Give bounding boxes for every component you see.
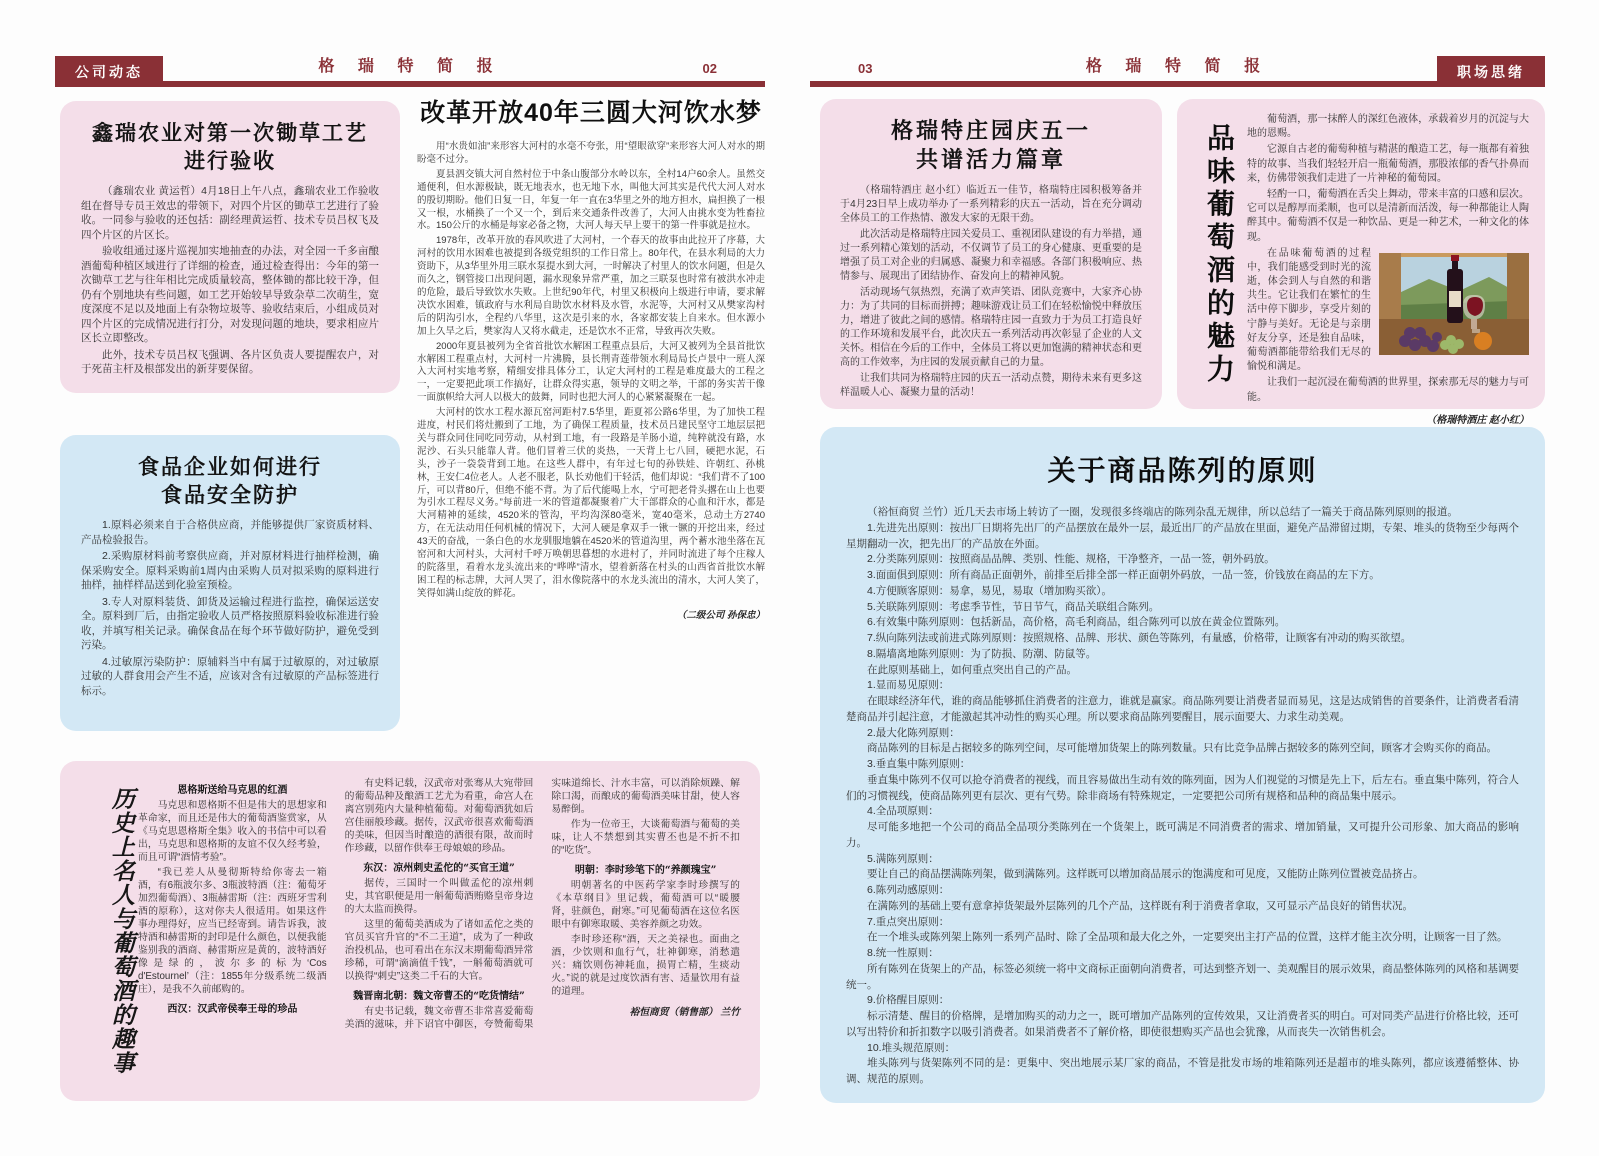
section-heading: 西汉：汉武帝侯奉王母的珍品: [167, 1004, 298, 1016]
article-title: 食品企业如何进行 食品安全防护: [138, 454, 322, 507]
article-headline: 改革开放40年三圆大河饮水梦: [420, 99, 762, 127]
paragraph: 它源自古老的葡萄种植与精湛的酿造工艺，每一瓶都有着独特的故事、当我们轻轻开启一瓶葡萄酒，那股浓郁的香气扑鼻而来，仿佛带领我们走进了一片神秘的葡萄园。: [1247, 144, 1529, 184]
paragraph: 据传，三国时一个叫做孟佗的凉州刺史，其官职便是用一斛葡萄酒贿赂皇帝身边的大太监而换得。: [344, 878, 534, 916]
page-header: [810, 55, 1545, 87]
focus-heading: 8.统一性原则：: [867, 947, 939, 959]
paragraph: 在品味葡萄酒的过程中，我们能感受到时光的流逝，体会到人与自然的和谐共生。它让我们在繁忙的生活中停下脚步，享受片刻的宁静与美好。无论是与亲朋好友分享，还是独自品味，葡萄酒都能带给我们无尽的愉悦和满足。: [1247, 247, 1371, 373]
paragraph: （裕恒商贸 兰竹）近几天去市场上转访了一圈，发现很多终端店的陈列杂乱无规律，所以总结了一篇关于商品陈列原则的报道。: [867, 506, 1458, 518]
paragraph: 2.采购原材料前考察供应商，并对原材料进行抽样检测，确保采购安全。原料采购前1周内由采购人员对拟采购的原料进行抽样，抽样样品送到化验室预检。: [81, 550, 379, 592]
focus-body: 要让自己的商品摆满陈列架，做到满陈列。这样既可以增加商品展示的饱满度和可见度，又能防止陈列位置被竞品挤占。: [867, 868, 1424, 881]
newsletter-page-02: [55, 55, 765, 1120]
focus-heading: 3.垂直集中陈列原则：: [867, 758, 971, 770]
article-headline: 关于商品陈列的原则: [1047, 455, 1318, 486]
focus-heading: 9.价格醒目原则：: [867, 994, 950, 1007]
paragraph: （格瑞特酒庄 赵小红）临近五一佳节，格瑞特庄园积极筹备并于4月23日早上成功举办了一系列精彩的庆五一活动，旨在充分调动全体员工的工作热情、激发大家的无限干劲。: [840, 185, 1142, 225]
header-rule: [810, 81, 1545, 87]
paragraph: 有史料记载，汉武帝对张骞从大宛带回的葡萄品种及酿酒工艺尤为看重，命宫人在离宫别苑内大量种植葡萄。对葡萄酒犹如后宫佳丽般珍藏。据传，汉武帝很喜欢葡萄酒的美味，但因当时酿造的酒很有限，故而时作珍藏，以留作供奉王母娘娘的珍品。: [344, 778, 534, 855]
article-display-principles: [820, 427, 1545, 1103]
paragraph: 用“水贵如油”来形容大河村的水毫不夸张，用“望眼欲穿”来形容大河人对水的期盼毫不过分。: [417, 141, 765, 165]
vertical-title: 品味葡萄酒的魅力: [1204, 123, 1235, 387]
masthead: 格 瑞 特 简 报: [318, 56, 502, 75]
article-wine-history: [60, 761, 760, 1101]
paragraph: 1.原料必须来自于合格供应商，并能够提供厂家资质材料、产品检验报告。: [81, 519, 379, 546]
focus-heading: 5.满陈列原则：: [867, 852, 939, 865]
article-body: [1239, 113, 1529, 426]
article-wine-tasting: [1177, 99, 1545, 426]
focus-body: 在满陈列的基础上要有意拿掉货架最外层陈列的几个产品，这样既有利于消费者拿取，又可显示产品良好的销售状况。: [867, 899, 1413, 912]
paragraph: 大河村的饮水工程水源瓦窑河距村7.5华里，距夏祁公路6华里，为了加快工程进度，村民们将灶搬到了工地，为了确保工程质量，技术员吕建民坚守工地层层把关与群众同住同吃同劳动，从村到工地，有一段路是羊肠小道，纯粹就没有路，水泥沙、石头只能靠人背。他们冒着三伏的炎热，一天背上七八回，硬把水泥，石头，沙子一袋袋背到工地。在这些人群中，有年过七旬的孙铁娃、许朝红、孙桃林，王安仁4位老人。人老不服老，队长劝他们干轻活，他们却说：“我们背不了100斤，可以背80斤，但绝不能不背。为了后代能喝上水，宁可把老骨头撂在山上也要为引水工程尽义务。”每前进一米的管道都凝聚着广大干部群众的心血和汗水，都是大河精神的延续，4520米的管沟，平均沟深80毫米，宽40毫米，总动土方2740方，在无法动用任何机械的情况下，大河人硬是拿双手一锹一镢的开挖出来，经过43天的奋战，一条白色的水龙驯服地躺在4520米的管道沟里，两个蓄水池坐落在瓦窑河和大河村头，大河村千呼万唤朝思暮想的水进村了，并同时流进了每个庄稼人的院落里，看着水龙头流出来的“哗哗”清水，望着新落在村头的山西省首批饮水解困工程的标志牌，大河人哭了，泪水像院落中的水龙头流出的清水，大河人笑了，笑得如满山绽放的鲜花。: [417, 407, 765, 599]
rule-item: 7.纵向陈列法或前进式陈列原则：按照规格、品牌、形状、颜色等陈列，有量感，价格带，让顾客有冲动的购买欲望。: [867, 632, 1412, 644]
focus-heading: 2.最大化陈列原则：: [867, 726, 960, 739]
paragraph: 这里的葡萄美酒成为了诸如孟佗之类的官员买官升官的“不二王道”，成为了一种政治投机品，也可看出在东汉末期葡萄酒异常珍稀，可谓“滴滴值千钱”，一斛葡萄酒就可以换得“刺史”这类二千石的大官。: [344, 919, 534, 983]
paragraph: 让我们一起沉浸在葡萄酒的世界里，探索那无尽的魅力与可能。: [1247, 377, 1529, 403]
focus-body: 标示清楚、醒目的价格牌，是增加购买的动力之一，既可增加产品陈列的宣传效果，又让消费者买的明白。可对同类产品进行价格比较，还可以写出特价和折扣数字以吸引消费者。如果消费者不了解价格，即使很想购买产品也会犹豫，从而丧失一次销售机会。: [846, 1010, 1519, 1038]
paragraph: 李时珍还称“酒，天之美禄也。面曲之酒，少饮则和血行气，壮神御寒，消愁遣兴：痛饮则伤神耗血，损胃亡精，生痰动火。”说的就是过度饮酒有害、适量饮用有益的道理。: [551, 934, 740, 998]
rule-item: 1.先进先出原则：按出厂日期将先出厂的产品摆放在最外一层，最近出厂的产品放在里面，避免产品滞留过期，专架、堆头的货物至少每两个星期翻动一次，把先出厂的产品放在外面。: [846, 521, 1519, 550]
paragraph: 有史书记载，魏文帝曹丕非常喜爱葡萄美酒的滋味，并下诏官中御医，夸赞葡萄果实味道绵长、汁水丰富，可以消除烦躁、解除口渴，而酿成的葡萄酒美味甘甜，使人容易醉倒。: [344, 778, 740, 1031]
paragraph: 此外，技术专员吕权飞强调、各片区负责人要提醒农户，对于死苗主杆及根部发出的新芽要保留。: [81, 348, 379, 376]
rule-item: 6.有效集中陈列原则：包括新品，高价格，高毛利商品，组合陈列可以放在黄金位置陈列。: [867, 616, 1286, 629]
focus-body: 堆头陈列与货架陈列不同的是：更集中、突出地展示某厂家的商品，不管是批发市场的堆箱陈列还是超市的堆头陈列，都应该遵循整体、协调、规范的原则。: [846, 1057, 1519, 1085]
focus-body: 在眼球经济年代，谁的商品能够抓住消费者的注意力，谁就是赢家。商品陈列要让消费者显而易见，这是达成销售的首要条件，让消费者看清楚商品并引起注意，才能激起其冲动性的购买心理。所以要求商品陈列要醒目，展示面要大、力求生动美观。: [846, 695, 1519, 723]
article-title: 格瑞特庄园庆五一 共谱活力篇章: [890, 118, 1091, 173]
page-number: 03: [858, 61, 873, 76]
article-title: 鑫瑞农业对第一次锄草工艺 进行验收: [92, 120, 368, 173]
focus-body: 尽可能多地把一个公司的商品全品项分类陈列在一个货架上，既可满足不同消费者的需求、增加销量，又可提升公司形象、加大商品的影响力。: [846, 821, 1519, 849]
paragraph: 验收组通过逐片巡视加实地抽查的办法，对全园一千多亩酿酒葡萄种植区域进行了详细的检查，通过检查得出：今年的第一次锄草工艺与往年相比完成质量较高，整体锄的都比较干净，但仍有个别地块有些问题，如工艺开始较早导致杂草二次萌生，宽度深度不足以及地面上有杂物垃圾等、验收结束后，小组成员对四个片区的完成情况进行打分，对发现问题的地块，要求相应片区长立即整改。: [81, 245, 379, 345]
paragraph: 4.过敏原污染防护：原辅料当中有属于过敏原的，对过敏原过敏的人群食用会产生不适，应该对含有过敏原的产品标签进行标示。: [81, 655, 379, 697]
focus-body: 所有陈列在货架上的产品，标签必须统一将中文商标正面朝向消费者，可达到整齐划一、美观醒目的展示效果，商品整体陈列的风格和基调要统一。: [846, 962, 1519, 991]
focus-body: 垂直集中陈列不仅可以抢夺消费者的视线，而且容易做出生动有效的陈列面，因为人们视觉的习惯是先上下，后左右。垂直集中陈列，符合人们的习惯视线，使商品陈列更有层次、更有气势。除非商场有特殊规定，一定要把公司所有规格和品种的商品集中展示。: [846, 773, 1519, 802]
paragraph: 3.专人对原料装货、卸货及运输过程进行监控，确保运送安全。原料到厂后，由指定验收人员严格按照原料验收标准进行验收，并填写相关记录。确保食品在每个环节做好防护，避免受到污染。: [81, 595, 379, 652]
masthead: 格 瑞 特 简 报: [1085, 56, 1270, 75]
section-tab: 公司动态: [55, 56, 163, 87]
section-heading: 恩格斯送给马克思的红酒: [177, 785, 288, 796]
paragraph: 此次活动是格瑞特庄园关爱员工、重视团队建设的有力举措，通过一系列精心策划的活动，不仅调节了员工的身心健康、更重要的是增强了员工对企业的归属感、凝聚力和幸福感。各部门积极响应、热情参与、展现出了团结协作、奋发向上的精神风貌。: [840, 229, 1142, 283]
section-heading: 魏晋南北朝：魏文帝曹丕的“吃货情结”: [353, 991, 525, 1003]
focus-heading: 4.全品项原则：: [867, 805, 939, 818]
paragraph: 夏县泗交镇大河自然村位于中条山腹部分水岭以东，全村14户60余人。虽然交通便利，但水源极缺，既无地表水，也无地下水，叫他大河其实是代代大河人对水的殷切期盼。他们日复一日，年复一年一直在3华里之外的地方担水，扁担换了一根又一根，水桶换了一个又一个，到后来交通条件改善了，大河人由挑水变为牲畜拉水。150公斤的水桶是每家必备之物，大河人每天早上要干的第一件事就是拉水。: [417, 168, 765, 232]
paragraph: 轻酌一口，葡萄酒在舌尖上舞动，带来丰富的口感和层次。它可以是醇厚而柔顺，也可以是清新而活泼，每一种都能让人陶醉其中。葡萄酒不仅是一种饮品、更是一种艺术，一种文化的体现。: [1247, 188, 1529, 243]
header-rule: [55, 81, 765, 87]
focus-body: 在一个堆头或陈列架上陈列一系列产品时、除了全品项和最大化之外，一定要突出主打产品的位置，这样才能主次分明，让顾客一目了然。: [867, 931, 1508, 944]
focus-heading: 6.陈列动感原则：: [867, 884, 950, 896]
paragraph: “我已差人从曼彻斯特给你寄去一箱酒，有6瓶波尔多、3瓶波特酒（注：葡萄牙加烈葡萄酒）、3瓶赫雷斯（注：西班牙雪利酒的原称），这对你夫人很适用。如果这件事办理得好，应当已经寄到。请告诉我，波特酒和赫雷斯的封印是什么颜色，以便我能鉴别我的酒商、赫雷斯应是黄的，波特酒好像是绿的，波尔多的标为‘Cos d'Estournel’（注：1855年分级系统二级酒庄），是我不久前邮购的。: [138, 867, 327, 996]
article-river-water-dream: [417, 93, 765, 765]
wine-photo: [1379, 253, 1529, 355]
byline: 裕恒商贸（销售部） 兰竹: [629, 1007, 740, 1019]
newsletter-page-03: [810, 55, 1545, 1120]
paragraph: 明朝著名的中医药学家李时珍撰写的《本草纲目》里记载，葡萄酒可以“暖腰肾，驻颜色，耐寒。”可见葡萄酒在这位名医眼中有御寒取暖、美容养颜之功效。: [551, 880, 740, 931]
page-number: 02: [702, 61, 717, 76]
article-weeding-acceptance: [60, 101, 400, 393]
focus-body: 商品陈列的目标是占据较多的陈列空间，尽可能增加货架上的陈列数量。只有比竞争品牌占据较多的陈列空间，顾客才会购买你的商品。: [867, 742, 1497, 755]
focus-heading: 10.堆头规范原则：: [867, 1041, 956, 1054]
rule-item: 2.分类陈列原则：按照商品品牌、类别、性能、规格，干净整齐，一品一签，朝外码放。: [867, 553, 1275, 566]
paragraph: 在此原则基础上，如何重点突出自己的产品。: [867, 663, 1077, 676]
paragraph: 1978年，改革开放的春风吹进了大河村，一个春天的故事由此拉开了序幕，大河村的饮用水困难也被提到各级党组织的工作日常上。80年代，在县水利局的大力资助下，从3华里外用三联水泵提水到大河，一时解决了村里人的饮水问题，但是久而久之，钢管接口出现问题，漏水现象异常严重，加之三联泵也时常有被洪水冲走的危险，最后导致饮水失败。上世纪90年代，村里又积极向上级进行申请，要求解决饮水困难，镇政府与水利局自助饮水材料及水管，水泥等，大河村又从樊家沟村后的阴沟引水，全程约八华里，这次是引来的水，各家都安装上自来水。但水源小加上久旱之后，樊家沟人又将水截走，还是饮水不正常，导致再次失败。: [417, 235, 765, 337]
paragraph: 让我们共同为格瑞特庄园的庆五一活动点赞，期待未来有更多这样温暖人心、凝聚力量的活动！: [840, 373, 1142, 399]
section-tab: 职场思绪: [1437, 56, 1545, 87]
column-flow: [138, 777, 740, 1085]
section-heading: 东汉：凉州刺史孟佗的“买官王道”: [363, 863, 515, 875]
byline: （格瑞特酒庄 赵小红）: [1426, 414, 1529, 426]
page-header: [55, 55, 765, 87]
paragraph: 活动现场气氛热烈，充满了欢声笑语、团队竞赛中，大家齐心协力：为了共同的目标而拼搏；趣味游戏让员工们在轻松愉悦中释放压力，增进了彼此之间的感情。格瑞特庄园一直致力于为员工打造良好的工作环境和发展平台，此次庆五一系列活动再次彰显了企业的人文关怀。相信在今后的工作中，全体员工将以更加饱满的精神状态和更高的工作效率，为庄园的发展贡献自己的力量。: [840, 287, 1142, 369]
paragraph: 2000年夏县被列为全省首批饮水解困工程重点县后，大河又被列为全县首批饮水解困工程重点村，大河村一片沸腾，县长荆青莲带领水利局局长卢景中一班人深入大河村实地考察，精细安排具体分工，认定大河村的工程是难度最大的工程之一，一定要把此项工作搞好，让群众得实惠，领导的文明之举，干部的务实苦干像一面旗帜给大河人以极大的鼓舞，同时也把大河人的心紧紧凝聚在一起。: [417, 340, 765, 404]
paragraph: 葡萄酒，那一抹醉人的深红色液体，承载着岁月的沉淀与大地的恩赐。: [1247, 114, 1529, 140]
section-heading: 明朝：李时珍笔下的“养颜瑰宝”: [574, 865, 717, 877]
focus-heading: 7.重点突出原则：: [867, 915, 950, 928]
article-mayday-celebration: [820, 99, 1162, 409]
byline: （二级公司 孙保忠）: [676, 609, 765, 621]
vertical-title: 历史上名人与葡萄酒的趣事: [108, 787, 135, 1075]
paragraph: （鑫瑞农业 黄运哲）4月18日上午八点，鑫瑞农业工作验收组在督导专员王效忠的带领下，对四个片区的锄草工艺进行了验收。一同参与验收的还包括：副经理黄运哲、技术专员吕权飞及四个片区的片区长。: [81, 185, 379, 241]
rule-item: 3.面面俱到原则：所有商品正面朝外，前排至后排全部一样正面朝外码放，一品一签，价钱放在商品的左下方。: [867, 569, 1380, 581]
focus-heading: 1.显而易见原则：: [867, 679, 950, 692]
rule-item: 5.关联陈列原则：考虑季节性，节日节气，商品关联组合陈列。: [867, 600, 1160, 613]
paragraph: 作为一位帝王，大谈葡萄酒与葡萄的美味，让人不禁想到其实曹丕也是不折不扣的“吃货”。: [551, 819, 740, 857]
rule-item: 8.隔墙离地陈列原则：为了防损、防潮、防鼠等。: [867, 647, 1097, 660]
article-food-safety: [60, 435, 400, 731]
paragraph: 马克思和恩格斯不但是伟大的思想家和革命家，而且还是伟大的葡萄酒鉴赏家，从《马克思恩格斯全集》收入的书信中可以看出，马克思和恩格斯的友谊不仅久经考验，而且可谓“酒情考验”。: [138, 800, 327, 864]
rule-item: 4.方便顾客原则：易拿，易见，易取（增加购买欲）。: [867, 584, 1113, 597]
